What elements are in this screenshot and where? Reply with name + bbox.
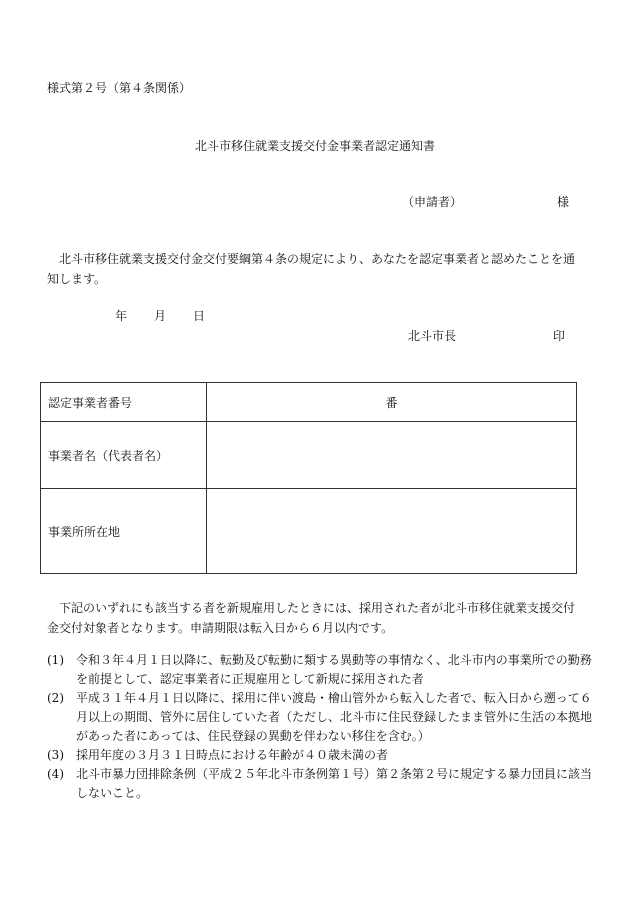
condition-marker: (3) — [47, 748, 64, 762]
date-year: 年 — [115, 309, 128, 323]
condition-text: 令和３年４月１日以降に、転勤及び転勤に類する異動等の事情なく、北斗市内の事業所での勤務を前提として、認定事業者に正規雇用として新規に採用された者 — [76, 653, 592, 686]
date-month: 月 — [154, 309, 167, 323]
info-table — [40, 382, 577, 574]
applicant-honorific: 様 — [557, 195, 570, 209]
condition-item — [47, 765, 592, 803]
row-label: 事業者名（代表者名） — [41, 422, 207, 489]
condition-text: 北斗市暴力団排除条例（平成２５年北斗市条例第１号）第２条第２号に規定する暴力団員に該当しないこと。 — [76, 767, 593, 800]
table-row — [41, 489, 577, 574]
condition-item — [47, 689, 592, 746]
condition-item — [47, 651, 592, 689]
row-label: 認定事業者番号 — [41, 383, 207, 422]
issuer-name: 北斗市長 — [408, 329, 457, 343]
condition-marker: (2) — [47, 691, 64, 705]
body-paragraph: 北斗市移住就業支援交付金交付要綱第４条の規定により、あなたを認定事業者と認めたことを通知します。 — [47, 252, 576, 286]
notice-paragraph: 下記のいずれにも該当する者を新規雇用したときには、採用された者が北斗市移住就業支援交付金交付対象者となります。申請期限は転入日から６月以内です。 — [47, 601, 576, 635]
form-number: 様式第２号（第４条関係） — [47, 81, 192, 95]
date-day: 日 — [193, 309, 206, 323]
applicant-label: （申請者） — [402, 195, 463, 209]
condition-text: 採用年度の３月３１日時点における年齢が４０歳未満の者 — [76, 748, 389, 762]
seal-mark: 印 — [553, 329, 566, 343]
row-value — [207, 422, 577, 489]
condition-text: 平成３１年４月１日以降に、採用に伴い渡島・檜山管外から転入した者で、転入日から遡って６月以上の期間、管外に居住していた者（ただし、北斗市に住民登録したまま管外に生活の本拠地があった者にあっては、住民登録の異動を伴わない移住を含む。） — [76, 691, 593, 743]
condition-marker: (4) — [47, 767, 64, 781]
date-line — [115, 307, 205, 324]
condition-marker: (1) — [47, 653, 64, 667]
table-row — [41, 383, 577, 422]
row-label: 事業所所在地 — [41, 489, 207, 574]
condition-item — [47, 746, 592, 765]
row-value: 番 — [207, 383, 577, 422]
row-value — [207, 489, 577, 574]
document-title: 北斗市移住就業支援交付金事業者認定通知書 — [194, 139, 435, 153]
table-row — [41, 422, 577, 489]
